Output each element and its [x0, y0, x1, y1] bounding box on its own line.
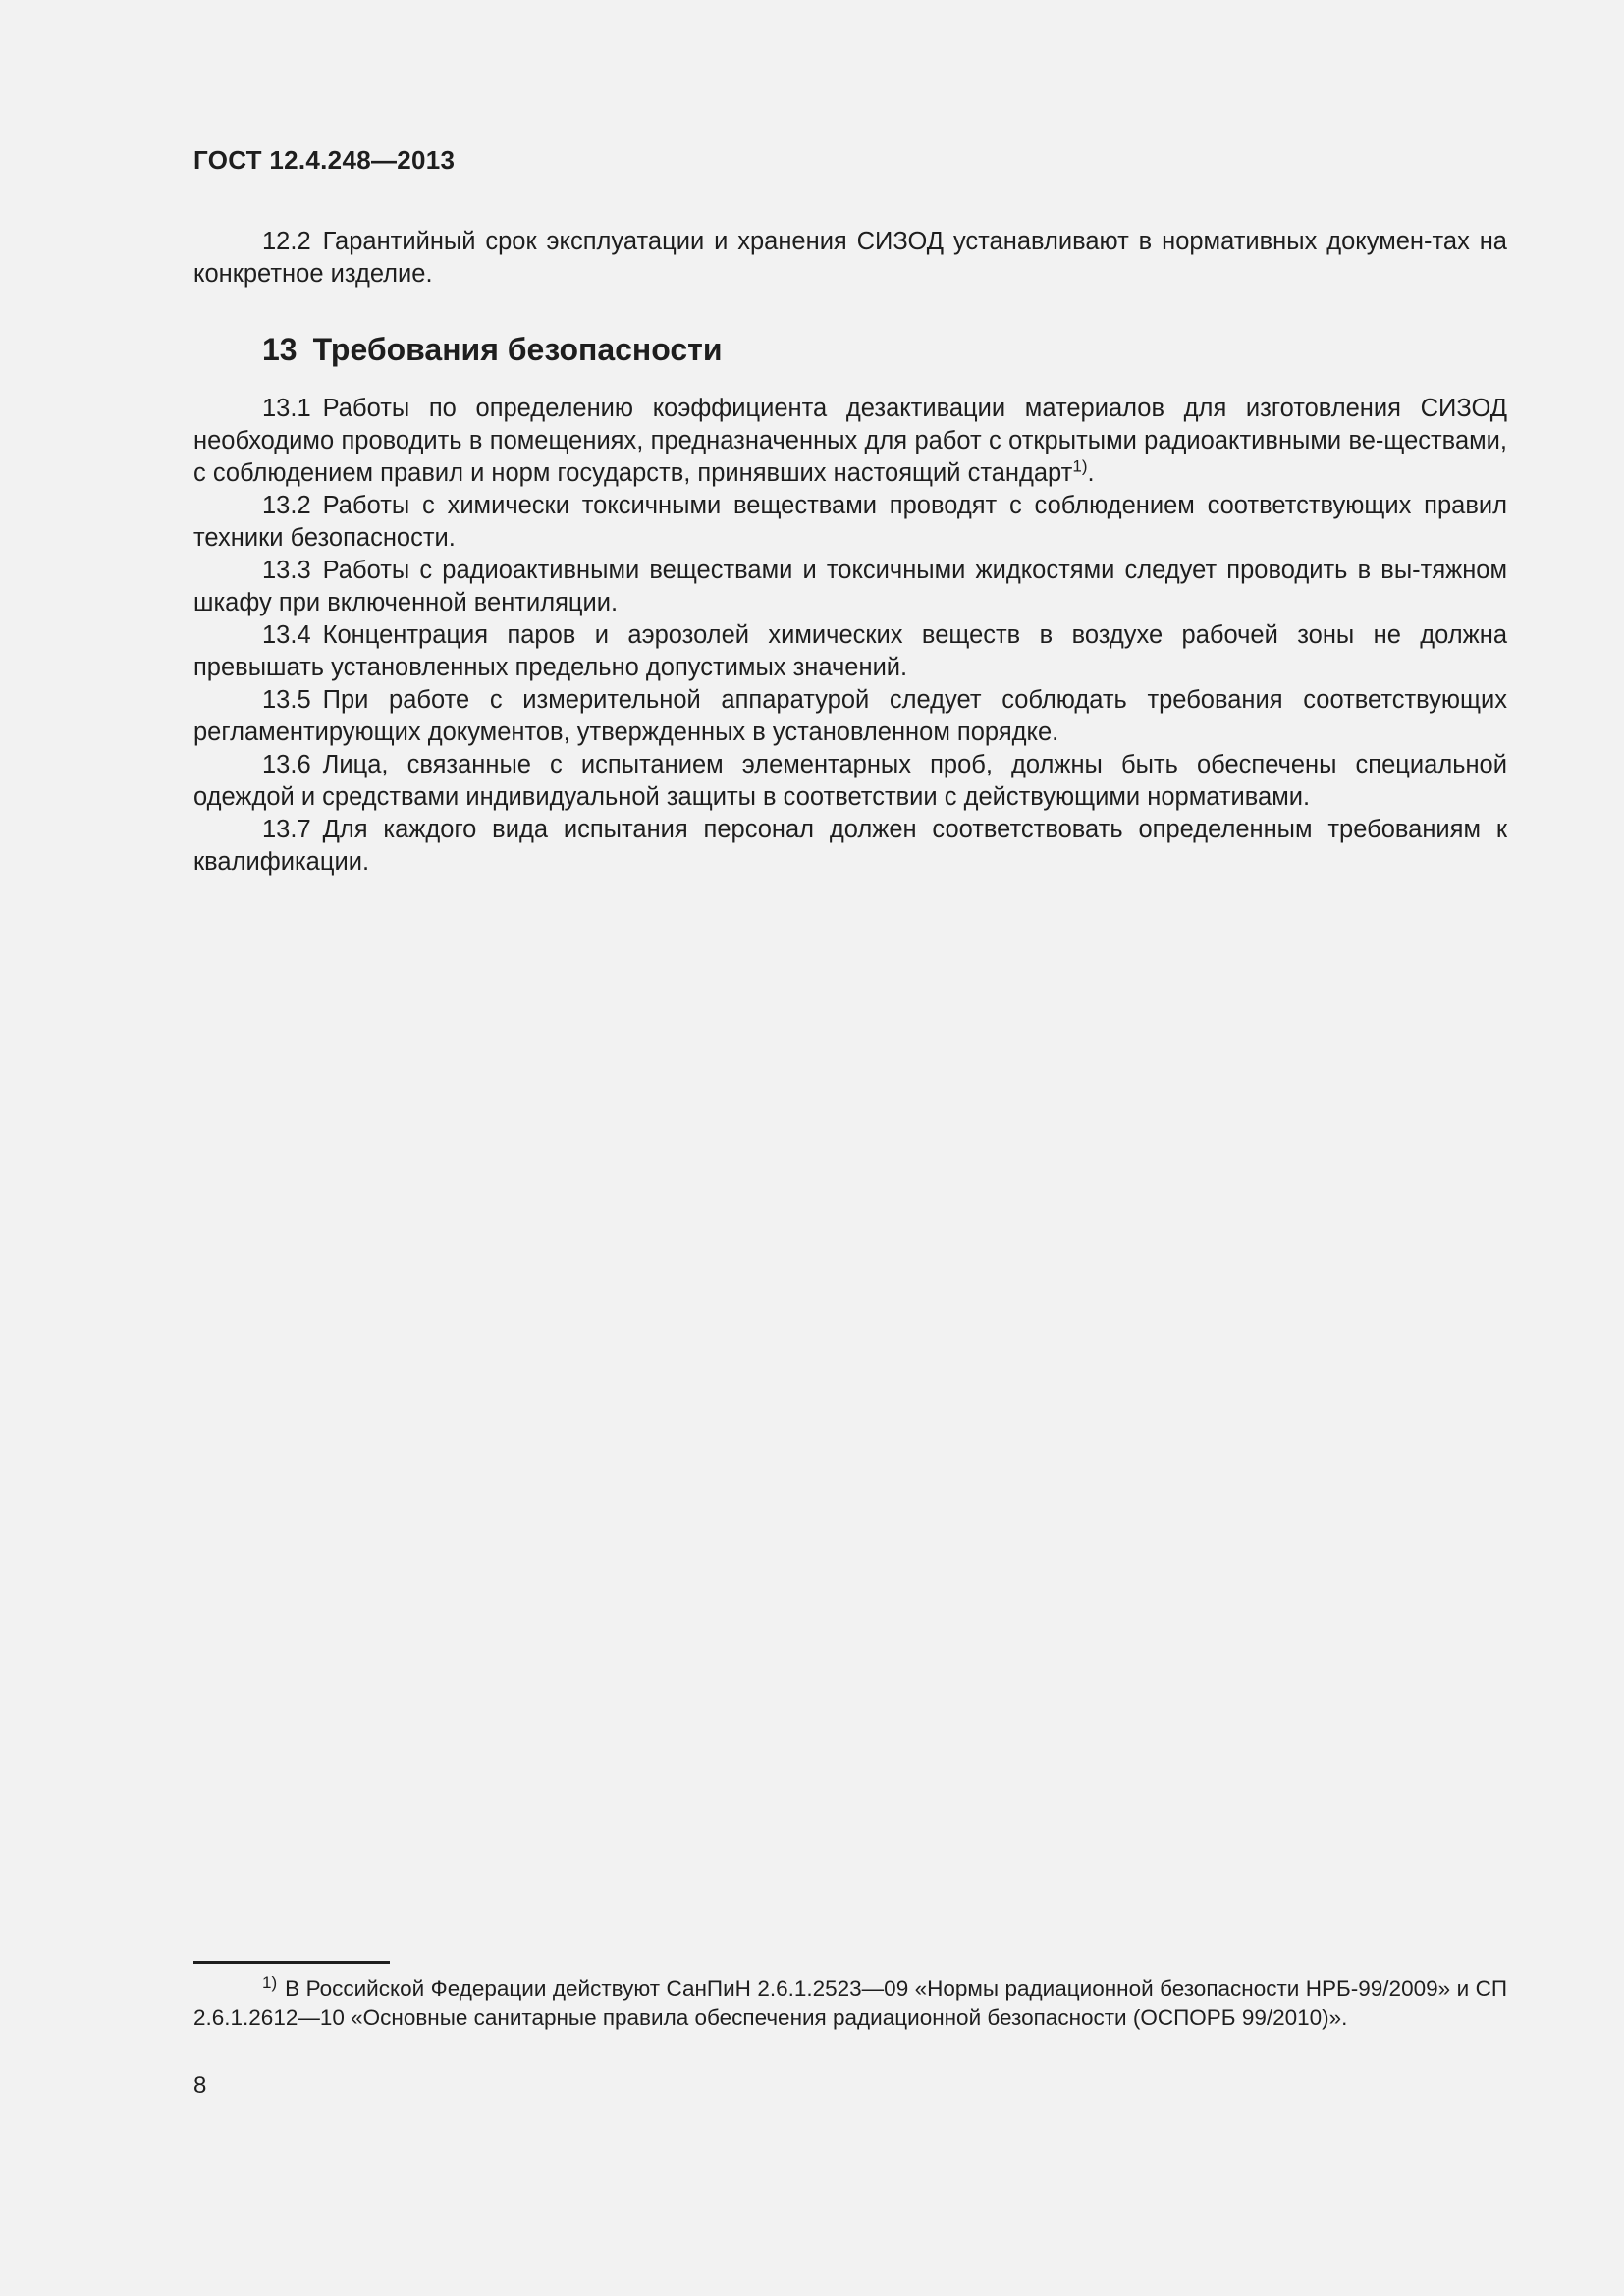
- paragraph-number: 13.7: [262, 816, 311, 843]
- paragraph-number: 12.2: [262, 228, 311, 255]
- paragraph-number: 13.6: [262, 751, 311, 778]
- safety-requirements-list: [193, 393, 1507, 879]
- paragraph-text: Работы с химически токсичными веществами проводят с соблюдением соответствующих правил техники безопасности.: [193, 492, 1507, 552]
- footnote-divider: [193, 1961, 390, 1964]
- paragraph-text: Для каждого вида испытания персонал должен соответствовать определенным требованиям к квалификации.: [193, 816, 1507, 876]
- page-number: 8: [193, 2072, 207, 2099]
- section-number: 13: [262, 332, 298, 367]
- footnote-mark: 1): [262, 1972, 278, 1992]
- paragraph-number: 13.4: [262, 621, 311, 649]
- section-heading: [262, 332, 723, 368]
- paragraph-13-4: [193, 619, 1507, 684]
- footnote: [193, 1974, 1507, 2033]
- paragraph-tail: .: [1087, 459, 1095, 487]
- footnote-text: В Российской Федерации действуют СанПиН 2.6.1.2523—09 «Нормы радиационной безопасности НРБ-99/2009» и СП 2.6.1.2612—10 «Основные санитарные правила обеспечения радиационной безопасности (ОСПОРБ 99/2010)».: [193, 1976, 1507, 2030]
- paragraph-13-1: [193, 393, 1507, 490]
- footnote-reference[interactable]: 1): [1072, 456, 1088, 476]
- section-title: Требования безопасности: [312, 332, 723, 367]
- paragraph-text: Работы по определению коэффициента дезактивации материалов для изготовления СИЗОД необходимо проводить в помещениях, предназначенных для работ с открытыми радиоактивными ве-ществами, с соблюдением правил и норм государств, принявших настоящий стандарт: [193, 395, 1507, 487]
- footnote-text-block: [193, 1974, 1507, 2033]
- intro-section: [193, 226, 1507, 291]
- paragraph-number: 13.5: [262, 686, 311, 714]
- paragraph-number: 13.1: [262, 395, 311, 422]
- paragraph-13-7: [193, 814, 1507, 879]
- paragraph-12-2: [193, 226, 1507, 291]
- paragraph-13-5: [193, 684, 1507, 749]
- paragraph-text: Лица, связанные с испытанием элементарных проб, должны быть обеспечены специальной одеждой и средствами индивидуальной защиты в соответствии с действующими нормативами.: [193, 751, 1507, 811]
- paragraph-13-2: [193, 490, 1507, 555]
- paragraph-text: Концентрация паров и аэрозолей химических веществ в воздухе рабочей зоны не должна превышать установленных предельно допустимых значений.: [193, 621, 1507, 681]
- page-header: ГОСТ 12.4.248—2013: [193, 145, 456, 175]
- paragraph-13-6: [193, 749, 1507, 814]
- paragraph-number: 13.2: [262, 492, 311, 519]
- paragraph-text: Гарантийный срок эксплуатации и хранения СИЗОД устанавливают в нормативных докумен-тах на конкретное изделие.: [193, 228, 1507, 288]
- paragraph-13-3: [193, 555, 1507, 619]
- paragraph-text: Работы с радиоактивными веществами и токсичными жидкостями следует проводить в вы-тяжном шкафу при включенной вентиляции.: [193, 557, 1507, 616]
- paragraph-text: При работе с измерительной аппаратурой следует соблюдать требования соответствующих регламентирующих документов, утвержденных в установленном порядке.: [193, 686, 1507, 746]
- paragraph-number: 13.3: [262, 557, 311, 584]
